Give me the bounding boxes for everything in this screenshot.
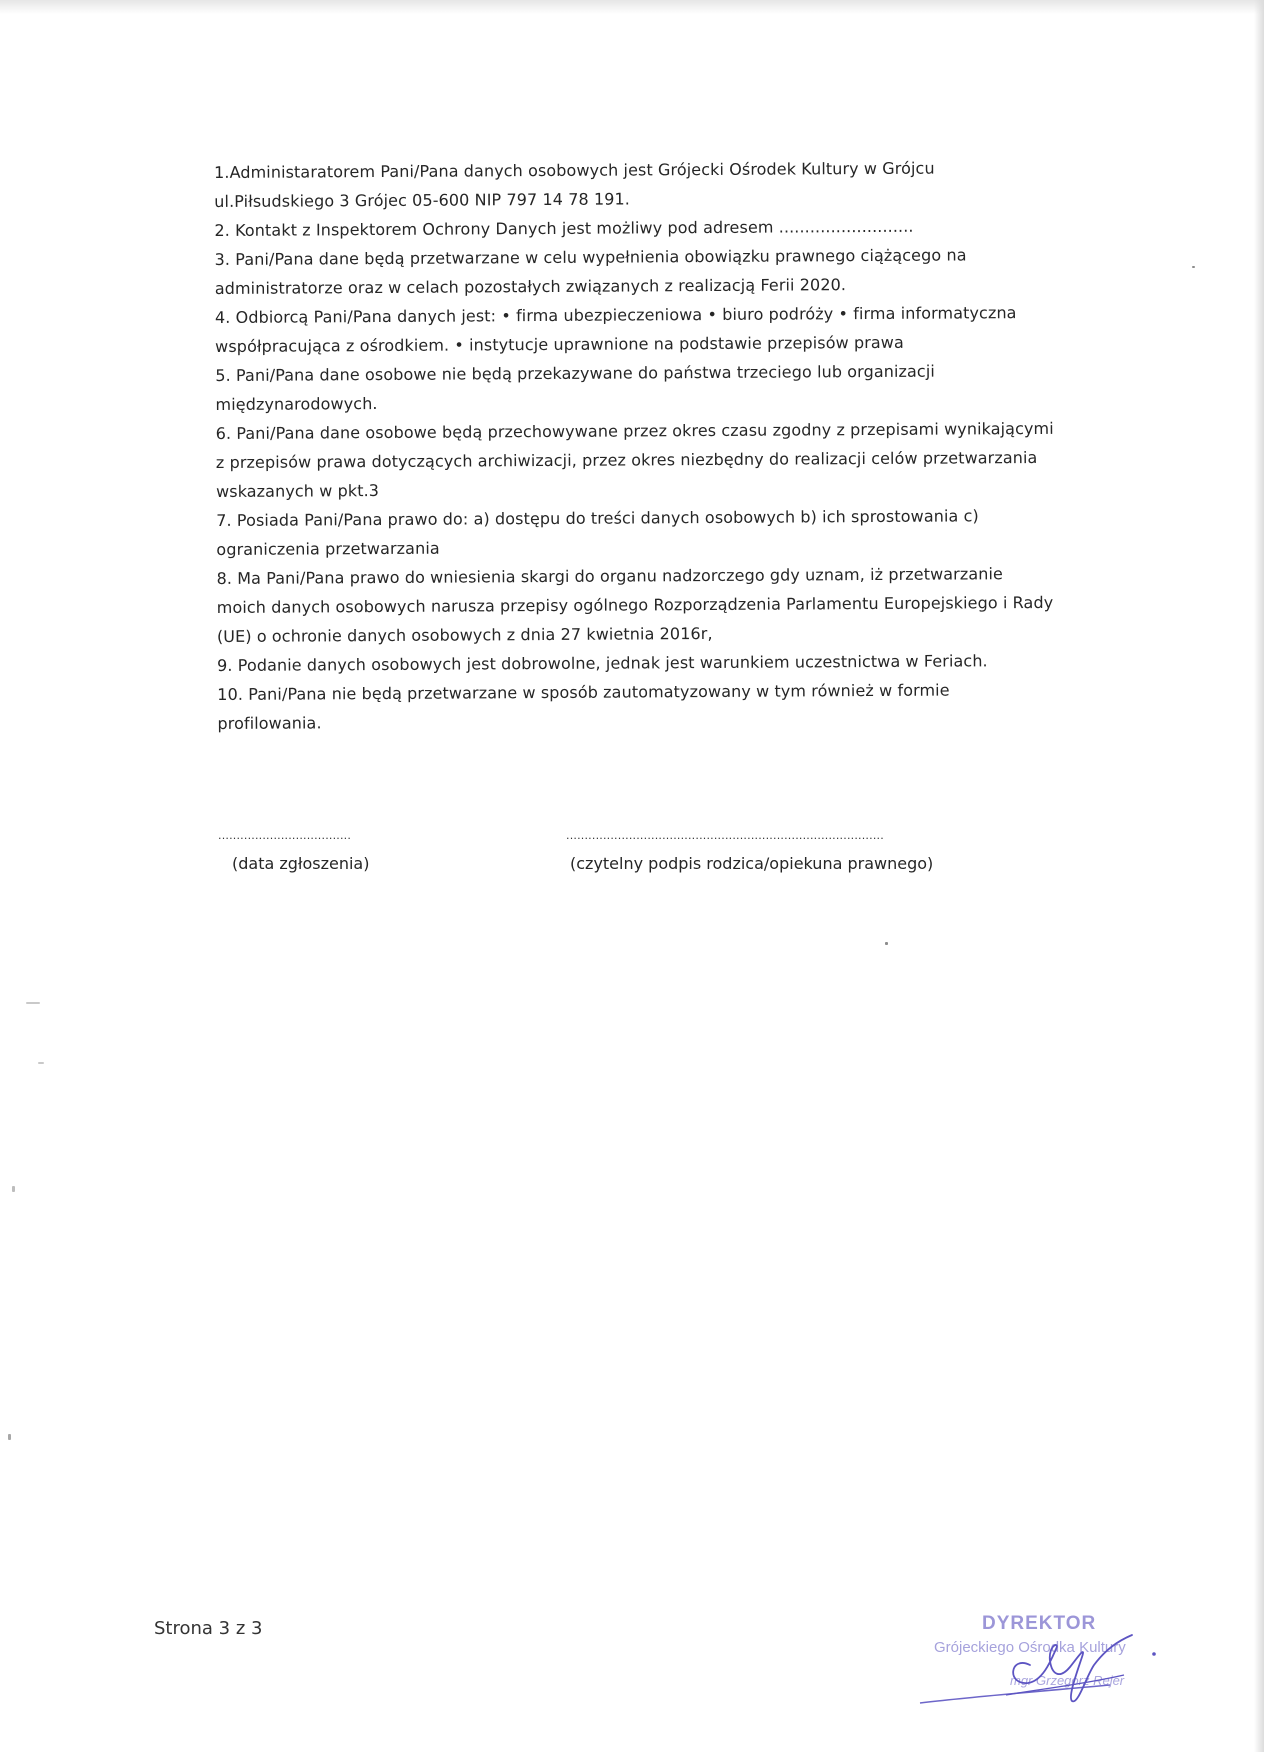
scan-speck (885, 942, 888, 945)
scan-edge-top (0, 0, 1264, 14)
parent-signature-field (566, 828, 933, 873)
clause-line: profilowania. (217, 713, 322, 733)
clause-line: (UE) o ochronie danych osobowych z dnia 27 kwietnia 2016r, (216, 623, 713, 646)
clause-line: 10. Pani/Pana nie będą przetwarzane w sposób zautomatyzowany w tym również w formie (217, 680, 950, 704)
date-dotted-line: .................................... (218, 829, 352, 842)
clause-line: 3. Pani/Pana dane będą przetwarzane w celu wypełnienia obowiązku prawnego ciążącego na (214, 245, 967, 269)
clause-line: wskazanych w pkt.3 (215, 480, 380, 501)
clause-line: 6. Pani/Pana dane osobowe będą przechowywane przez okres czasu zgodny z przepisami wynikającymi (215, 418, 1054, 443)
handwritten-signature-icon (910, 1605, 1170, 1715)
stamp-subtitle: Grójeckiego Ośrodka Kultury (934, 1639, 1126, 1656)
clause-line: 2. Kontakt z Inspektorem Ochrony Danych jest możliwy pod adresem .......................... (214, 216, 914, 240)
clause-line: 9. Podanie danych osobowych jest dobrowolne, jednak jest warunkiem uczestnictwa w Feriach. (217, 651, 988, 675)
clause-line: 4. Odbiorcą Pani/Pana danych jest: • firma ubezpieczeniowa • biuro podróży • firma informatyczna (214, 303, 1017, 327)
parent-signature-label: (czytelny podpis rodzica/opiekuna prawnego) (570, 854, 934, 873)
date-signature-field (218, 828, 369, 873)
stamp-name: mgr Grzegorz Rejer (1010, 1673, 1125, 1688)
clause-line: administratorze oraz w celach pozostałych związanych z realizacją Ferii 2020. (214, 275, 847, 298)
director-stamp (910, 1605, 1170, 1715)
scan-speck (38, 1062, 44, 1064)
clause-line: międzynarodowych. (215, 394, 378, 414)
clause-line: współpracująca z ośrodkiem. • instytucje uprawnione na podstawie przepisów prawa (215, 332, 904, 356)
stamp-title: DYREKTOR (982, 1613, 1097, 1634)
clause-line: ograniczenia przetwarzania (216, 538, 440, 559)
date-label: (data zgłoszenia) (232, 854, 370, 873)
parent-dotted-line: ...................................................................................... (566, 829, 884, 842)
scan-speck (8, 1434, 11, 1440)
clause-line: 5. Pani/Pana dane osobowe nie będą przekazywane do państwa trzeciego lub organizacji (215, 361, 935, 385)
scan-edge-right (1254, 0, 1264, 1752)
clause-line: 8. Ma Pani/Pana prawo do wniesienia skargi do organu nadzorczego gdy uznam, iż przetwarzanie (216, 564, 1004, 588)
clause-line: ul.Piłsudskiego 3 Grójec 05-600 NIP 797 14 78 191. (214, 189, 631, 211)
signature-section (214, 828, 994, 898)
page-number: Strona 3 z 3 (154, 1618, 263, 1639)
scan-speck (1192, 266, 1195, 268)
gdpr-clause-list (214, 153, 1098, 738)
clause-line: moich danych osobowych narusza przepisy ogólnego Rozporządzenia Parlamentu Europejskiego i Rady (216, 592, 1054, 617)
scan-speck (26, 1002, 40, 1004)
clause-line: z przepisów prawa dotyczących archiwizacji, przez okres niezbędny do realizacji celów przetwarzania (215, 447, 1038, 472)
scan-speck (12, 1186, 15, 1192)
clause-line: 1.Administaratorem Pani/Pana danych osobowych jest Grójecki Ośrodek Kultury w Grójcu (214, 158, 935, 182)
clause-line: 7. Posiada Pani/Pana prawo do: a) dostępu do treści danych osobowych b) ich sprostowania c) (216, 506, 979, 530)
